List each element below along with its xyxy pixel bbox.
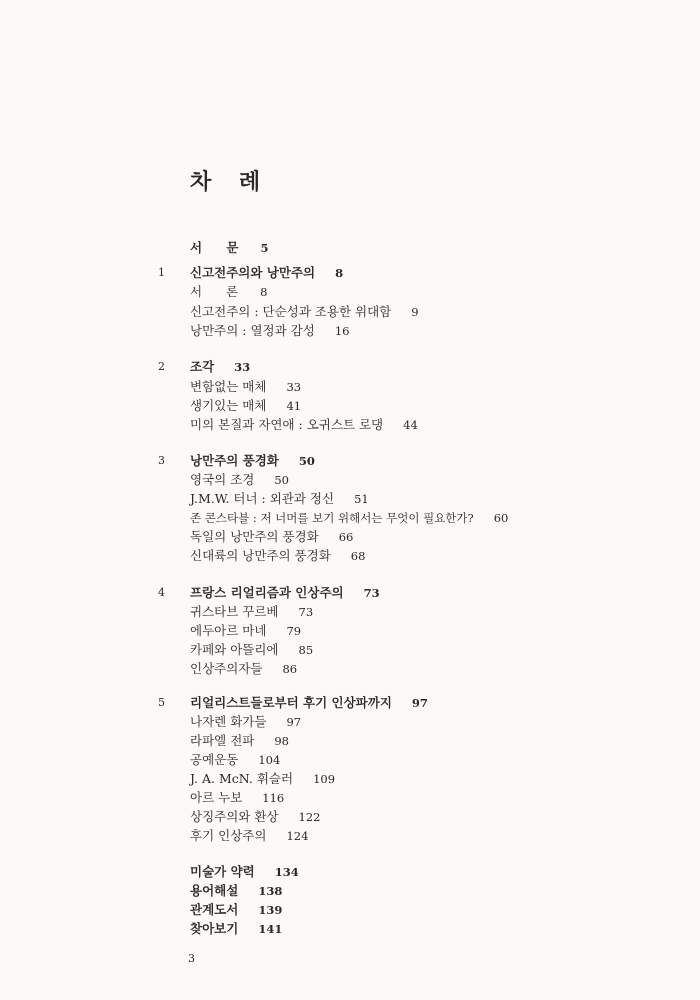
toc-entry-label: 공예운동 (190, 752, 239, 767)
chapter-number: 3 (158, 454, 165, 467)
chapter-number: 4 (158, 586, 165, 599)
toc-entry-page: 44 (403, 418, 418, 432)
toc-entry-label: 귀스타브 꾸르베 (190, 604, 279, 619)
chapter-heading (190, 357, 250, 377)
toc-entry-page: 50 (274, 473, 289, 487)
toc-entry (190, 321, 349, 341)
toc-entry-page: 60 (493, 511, 509, 525)
toc-entry (190, 546, 365, 566)
toc-entry-label: 독일의 낭만주의 풍경화 (190, 529, 319, 544)
toc-entry-page: 97 (286, 715, 302, 729)
back-matter-entry (190, 919, 282, 939)
toc-entry-page: 68 (350, 549, 366, 563)
toc-entry-page: 8 (260, 285, 268, 299)
toc-entry-page: 73 (298, 605, 314, 619)
toc-entry-label: 아르 누보 (190, 790, 243, 805)
toc-entry-label: J. A. McN. 휘슬러 (190, 771, 294, 786)
toc-entry-page: 134 (274, 865, 299, 879)
toc-entry-label: 생기있는 매체 (190, 398, 267, 413)
toc-entry-page: 97 (411, 696, 428, 710)
page-title: 차 례 (190, 169, 271, 195)
toc-entry (190, 621, 301, 641)
toc-entry-page: 138 (258, 884, 283, 898)
chapter-number: 5 (158, 696, 165, 709)
toc-entry-label: 카페와 아뜰리에 (190, 642, 279, 657)
page-number: 3 (188, 952, 195, 965)
toc-entry-page: 66 (338, 530, 354, 544)
toc-entry-label: 서 문 (190, 240, 249, 255)
toc-entry-label: 영국의 조경 (190, 472, 255, 487)
back-matter-entry (190, 881, 282, 901)
toc-entry (190, 807, 320, 827)
toc-entry (190, 712, 301, 732)
toc-entry-page: 73 (363, 586, 380, 600)
toc-entry-page: 109 (313, 772, 336, 786)
toc-entry-label: 변함없는 매체 (190, 379, 267, 394)
chapter-heading (190, 263, 343, 283)
toc-entry (190, 415, 418, 435)
toc-entry (190, 731, 289, 751)
toc-entry (190, 788, 284, 808)
toc-entry-page: 33 (234, 360, 251, 374)
toc-entry (190, 508, 508, 528)
toc-entry-label: 용어해설 (190, 883, 239, 898)
toc-entry-page: 16 (334, 324, 350, 338)
toc-entry-label: 신고전주의 : 단순성과 조용한 위대함 (190, 304, 392, 319)
toc-entry (190, 640, 313, 660)
toc-entry-label: 조각 (190, 359, 215, 374)
back-matter-entry (190, 862, 299, 882)
toc-entry-label: 관계도서 (190, 902, 239, 917)
toc-entry-label: 낭만주의 : 열정과 감성 (190, 323, 315, 338)
toc-entry (190, 377, 301, 397)
toc-entry-label: 미술가 약력 (190, 864, 255, 879)
toc-entry-label: 후기 인상주의 (190, 828, 267, 843)
toc-entry-label: 서 론 (190, 284, 249, 299)
toc-entry (190, 396, 301, 416)
toc-entry-label: 나자렌 화가들 (190, 714, 267, 729)
toc-entry (190, 489, 369, 509)
toc-entry-label: 프랑스 리얼리즘과 인상주의 (190, 585, 344, 600)
toc-entry (190, 602, 313, 622)
chapter-heading (190, 451, 315, 471)
toc-entry-label: 리얼리스트들로부터 후기 인상파까지 (190, 695, 392, 710)
back-matter-entry (190, 900, 282, 920)
toc-entry-page: 98 (274, 734, 289, 748)
toc-entry-page: 79 (286, 624, 302, 638)
toc-entry (190, 282, 267, 302)
toc-entry-label: 라파엘 전파 (190, 733, 255, 748)
toc-entry-page: 50 (298, 454, 315, 468)
toc-entry-label: 낭만주의 풍경화 (190, 453, 279, 468)
toc-entry (190, 302, 419, 322)
toc-entry-page: 41 (286, 399, 302, 413)
toc-entry-label: J.M.W. 터너 : 외관과 정신 (190, 491, 335, 506)
toc-entry-label: 신고전주의와 낭만주의 (190, 265, 316, 280)
chapter-number: 2 (158, 360, 165, 373)
toc-entry-page: 86 (282, 662, 298, 676)
chapter-heading (190, 693, 428, 713)
toc-entry-page: 139 (258, 903, 283, 917)
toc-entry (190, 527, 353, 547)
toc-entry-label: 인상주의자들 (190, 661, 263, 676)
toc-entry-page: 116 (262, 791, 285, 805)
toc-entry-label: 존 콘스타블 : 저 너머를 보기 위해서는 무엇이 필요한가? (190, 511, 474, 525)
toc-entry-page: 51 (354, 492, 369, 506)
toc-entry-page: 104 (258, 753, 281, 767)
chapter-heading (190, 583, 380, 603)
chapter-number: 1 (158, 266, 165, 279)
toc-entry-label: 미의 본질과 자연애 : 오귀스트 로댕 (190, 417, 384, 432)
toc-entry-label: 신대륙의 낭만주의 풍경화 (190, 548, 331, 563)
toc-preface (190, 238, 269, 258)
toc-entry-page: 124 (286, 829, 309, 843)
toc-entry-page: 9 (411, 305, 419, 319)
toc-entry (190, 470, 289, 490)
toc-entry-page: 122 (298, 810, 321, 824)
toc-entry-page: 33 (286, 380, 302, 394)
toc-entry-label: 상징주의와 환상 (190, 809, 279, 824)
toc-entry-page: 8 (335, 266, 344, 280)
toc-entry-page: 141 (258, 922, 283, 936)
toc-entry-page: 85 (298, 643, 314, 657)
toc-entry-label: 에두아르 마네 (190, 623, 267, 638)
toc-entry (190, 826, 308, 846)
toc-entry-label: 찾아보기 (190, 921, 239, 936)
toc-entry (190, 750, 280, 770)
toc-entry (190, 769, 335, 789)
toc-entry-page: 5 (260, 241, 269, 255)
toc-entry (190, 659, 297, 679)
